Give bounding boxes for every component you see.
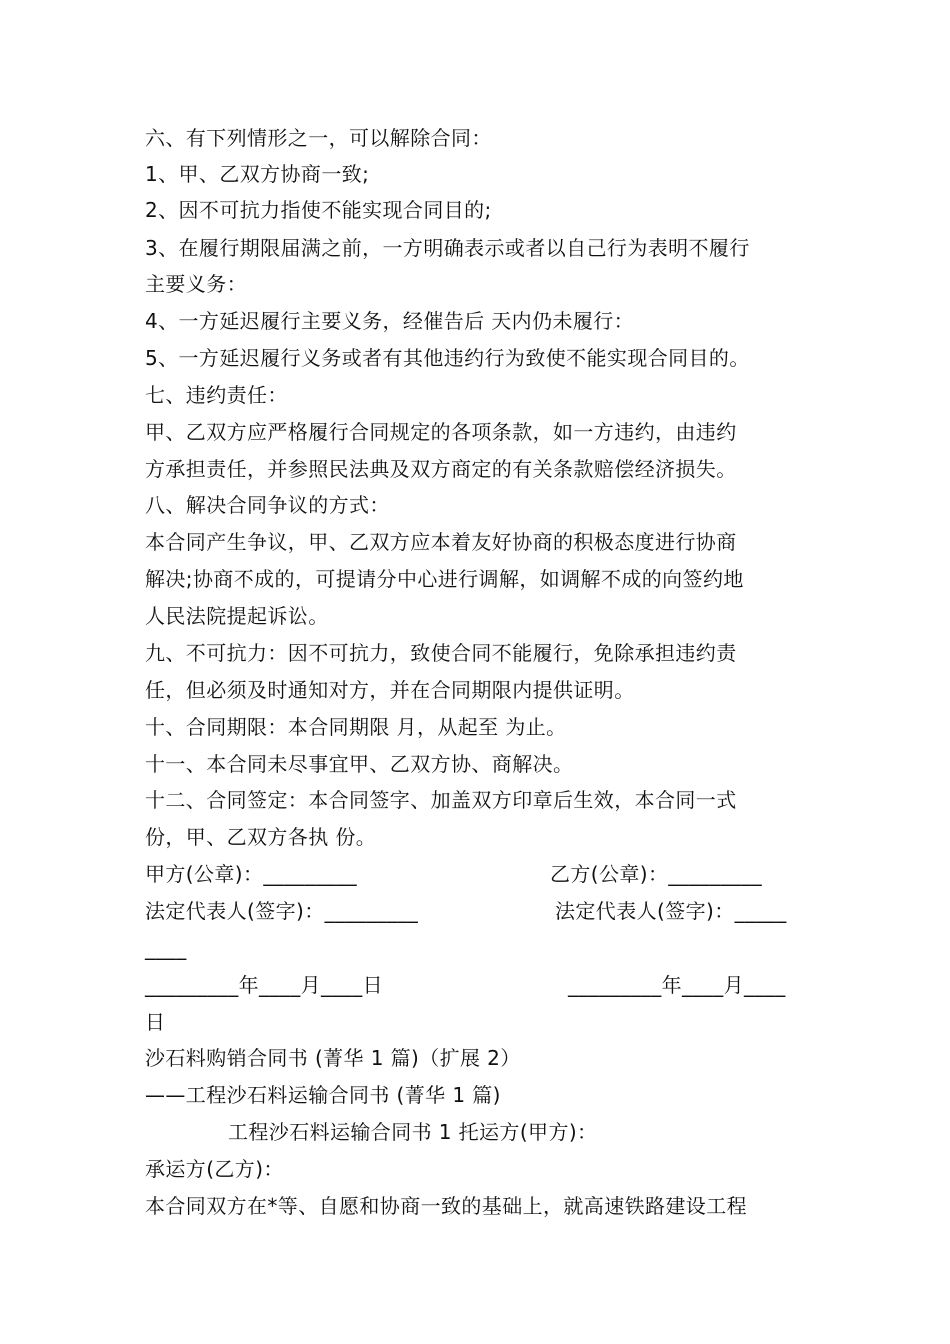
- clause-6-item-3: 3、在履行期限届满之前，一方明确表示或者以自己行为表明不履行: [145, 236, 750, 260]
- clause-7-body-2: 方承担责任，并参照民法典及双方商定的有关条款赔偿经济损失。: [145, 457, 737, 481]
- clause-8-body-1: 本合同产生争议，甲、乙双方应本着友好协商的积极态度进行协商: [145, 530, 737, 554]
- transport-contract-heading: 工程沙石料运输合同书 1 托运方(甲方)：: [228, 1120, 598, 1144]
- clause-6-item-1: 1、甲、乙双方协商一致;: [145, 162, 370, 186]
- clause-7-heading: 七、违约责任：: [145, 383, 288, 407]
- clause-9-body-1: 九、不可抗力：因不可抗力，致使合同不能履行，免除承担违约责: [145, 641, 737, 665]
- party-a-date: _________年____月____日: [145, 973, 383, 997]
- clause-10: 十、合同期限：本合同期限 月，从起至 为止。: [145, 715, 567, 739]
- carrier-party: 承运方(乙方)：: [145, 1157, 284, 1181]
- clause-8-body-3: 人民法院提起诉讼。: [145, 604, 329, 628]
- party-b-date: _________年____月____: [568, 973, 786, 997]
- party-b-representative: 法定代表人(签字)：_____: [555, 899, 787, 923]
- clause-9-body-2: 任，但必须及时通知对方，并在合同期限内提供证明。: [145, 678, 635, 702]
- clause-6-heading: 六、有下列情形之一，可以解除合同：: [145, 126, 492, 150]
- party-a-seal: 甲方(公章)：_________: [145, 862, 358, 886]
- party-b-date-cont: 日: [145, 1010, 166, 1034]
- party-b-representative-cont: ____: [145, 936, 187, 960]
- clause-7-body-1: 甲、乙双方应严格履行合同规定的各项条款，如一方违约，由违约: [145, 420, 737, 444]
- clause-8-body-2: 解决;协商不成的，可提请分中心进行调解，如调解不成的向签约地: [145, 567, 744, 591]
- transport-contract-intro: 本合同双方在*等、自愿和协商一致的基础上，就高速铁路建设工程: [145, 1194, 747, 1218]
- extension-title: 沙石料购销合同书 (菁华 1 篇)（扩展 2）: [145, 1046, 521, 1070]
- party-a-representative: 法定代表人(签字)：_________: [145, 899, 419, 923]
- clause-6-item-5: 5、一方延迟履行义务或者有其他违约行为致使不能实现合同目的。: [145, 346, 750, 370]
- clause-6-item-3-cont: 主要义务：: [145, 272, 247, 296]
- clause-8-heading: 八、解决合同争议的方式：: [145, 493, 390, 517]
- clause-6-item-4: 4、一方延迟履行主要义务，经催告后 天内仍未履行：: [145, 309, 635, 333]
- clause-12-body-2: 份，甲、乙双方各执 份。: [145, 825, 377, 849]
- clause-12-body-1: 十二、合同签定：本合同签字、加盖双方印章后生效，本合同一式: [145, 788, 737, 812]
- clause-11: 十一、本合同未尽事宜甲、乙双方协、商解决。: [145, 752, 574, 776]
- extension-subtitle: ——工程沙石料运输合同书 (菁华 1 篇): [145, 1083, 501, 1107]
- clause-6-item-2: 2、因不可抗力指使不能实现合同目的;: [145, 198, 492, 222]
- party-b-seal: 乙方(公章)：_________: [550, 862, 763, 886]
